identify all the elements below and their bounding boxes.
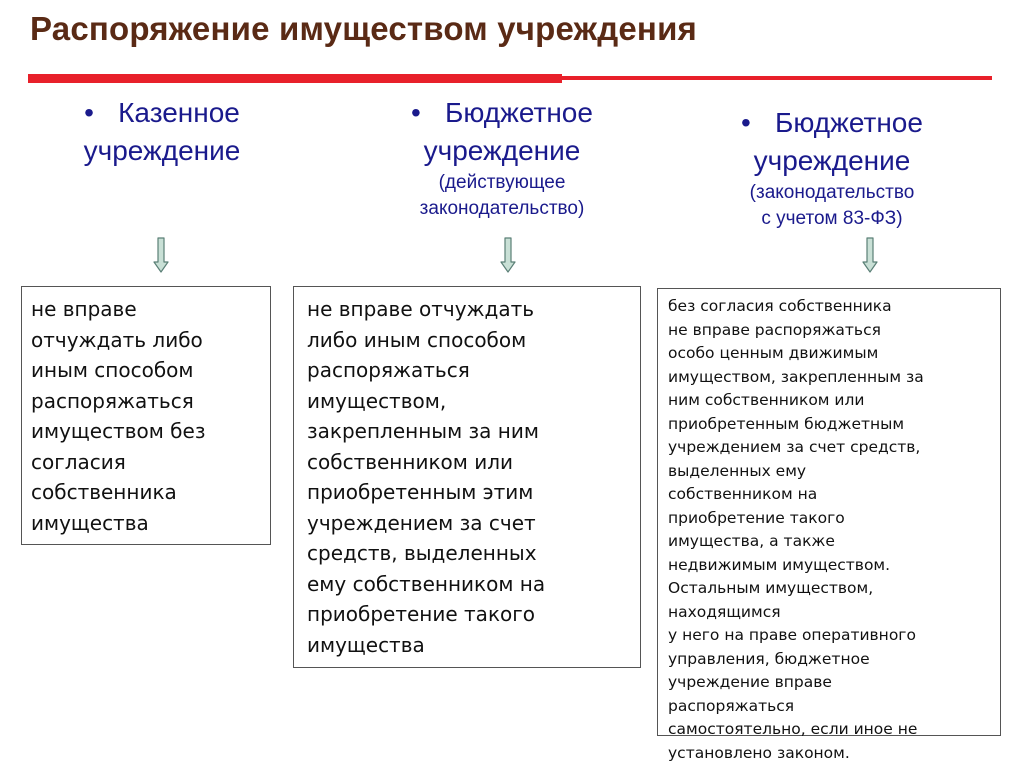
box-line: управления, бюджетное [668, 649, 870, 668]
heading-line2: учреждение [753, 145, 911, 176]
box-line: не вправе распоряжаться [668, 320, 881, 339]
box-line: без согласия собственника [668, 297, 892, 315]
box-text [668, 295, 990, 765]
heading-line1: Бюджетное [445, 97, 593, 128]
box-line: ему собственником на [307, 571, 546, 596]
bullet-icon: • [84, 97, 94, 128]
box-line: имущества [31, 510, 149, 535]
box-line: приобретенным этим [307, 480, 534, 504]
slide-title: Распоряжение имуществом учреждения [30, 10, 698, 47]
bullet-icon: • [741, 107, 751, 138]
heading-note-line1: (законодательство [749, 182, 915, 203]
box-line: имуществом, [307, 388, 447, 413]
rule-box-state-institution [21, 286, 271, 545]
box-line: согласия [31, 449, 126, 474]
rule-box-budget-current [293, 286, 641, 668]
box-line: распоряжаться [668, 696, 795, 715]
box-line: собственника [31, 480, 177, 504]
title-underline-thin [562, 76, 992, 80]
box-line: учреждение вправе [668, 673, 832, 691]
heading-line2: учреждение [83, 135, 241, 166]
box-line: распоряжаться [31, 388, 194, 413]
box-line: выделенных ему [668, 461, 807, 480]
down-arrow-icon [862, 237, 878, 273]
heading-line1: Казенное [118, 97, 240, 128]
box-line: недвижимым имуществом. [668, 555, 891, 574]
box-line: распоряжаться [307, 358, 470, 382]
box-line: не вправе [31, 297, 137, 321]
box-line: не вправе отчуждать [307, 297, 535, 321]
bullet-icon: • [411, 97, 421, 128]
box-line: находящимся [668, 602, 781, 621]
box-line: собственником на [668, 485, 818, 503]
column-heading-budget-83fz [700, 104, 964, 232]
rule-box-budget-83fz [657, 288, 1001, 762]
heading-note-line1: (действующее [438, 172, 566, 193]
box-line: имущества, а также [668, 532, 835, 550]
box-line: у него на праве оперативного [668, 626, 916, 644]
box-line: закрепленным за ним [307, 419, 539, 443]
box-line: особо ценным движимым [668, 344, 879, 362]
box-line: установлено законом. [668, 743, 850, 762]
title-underline-thick [28, 74, 562, 83]
box-line: имущества [307, 632, 425, 657]
column-heading-budget-current [370, 94, 634, 222]
down-arrow-icon [153, 237, 169, 273]
box-line: учреждением за счет средств, [668, 438, 921, 456]
box-line: приобретенным бюджетным [668, 414, 905, 433]
box-line: имуществом, закрепленным за [668, 367, 924, 386]
down-arrow-icon [500, 237, 516, 273]
box-line: либо иным способом [307, 327, 527, 352]
box-line: собственником или [307, 449, 513, 474]
title-underline [28, 74, 992, 83]
heading-line2: учреждение [423, 135, 581, 166]
heading-note-line2: с учетом 83-ФЗ) [761, 208, 903, 229]
box-line: отчуждать либо [31, 327, 203, 352]
box-line: иным способом [31, 358, 194, 382]
box-line: имуществом без [31, 419, 206, 443]
box-line: средств, выделенных [307, 541, 537, 565]
heading-note-line2: законодательство) [419, 198, 585, 219]
heading-line1: Бюджетное [775, 107, 923, 138]
box-line: ним собственником или [668, 391, 865, 409]
box-line: приобретение такого [668, 508, 845, 527]
box-line: самостоятельно, если иное не [668, 720, 918, 738]
column-heading-state-institution [50, 94, 274, 170]
box-line: Остальным имуществом, [668, 579, 874, 597]
box-line: приобретение такого [307, 602, 535, 626]
box-line: учреждением за счет [307, 510, 536, 535]
